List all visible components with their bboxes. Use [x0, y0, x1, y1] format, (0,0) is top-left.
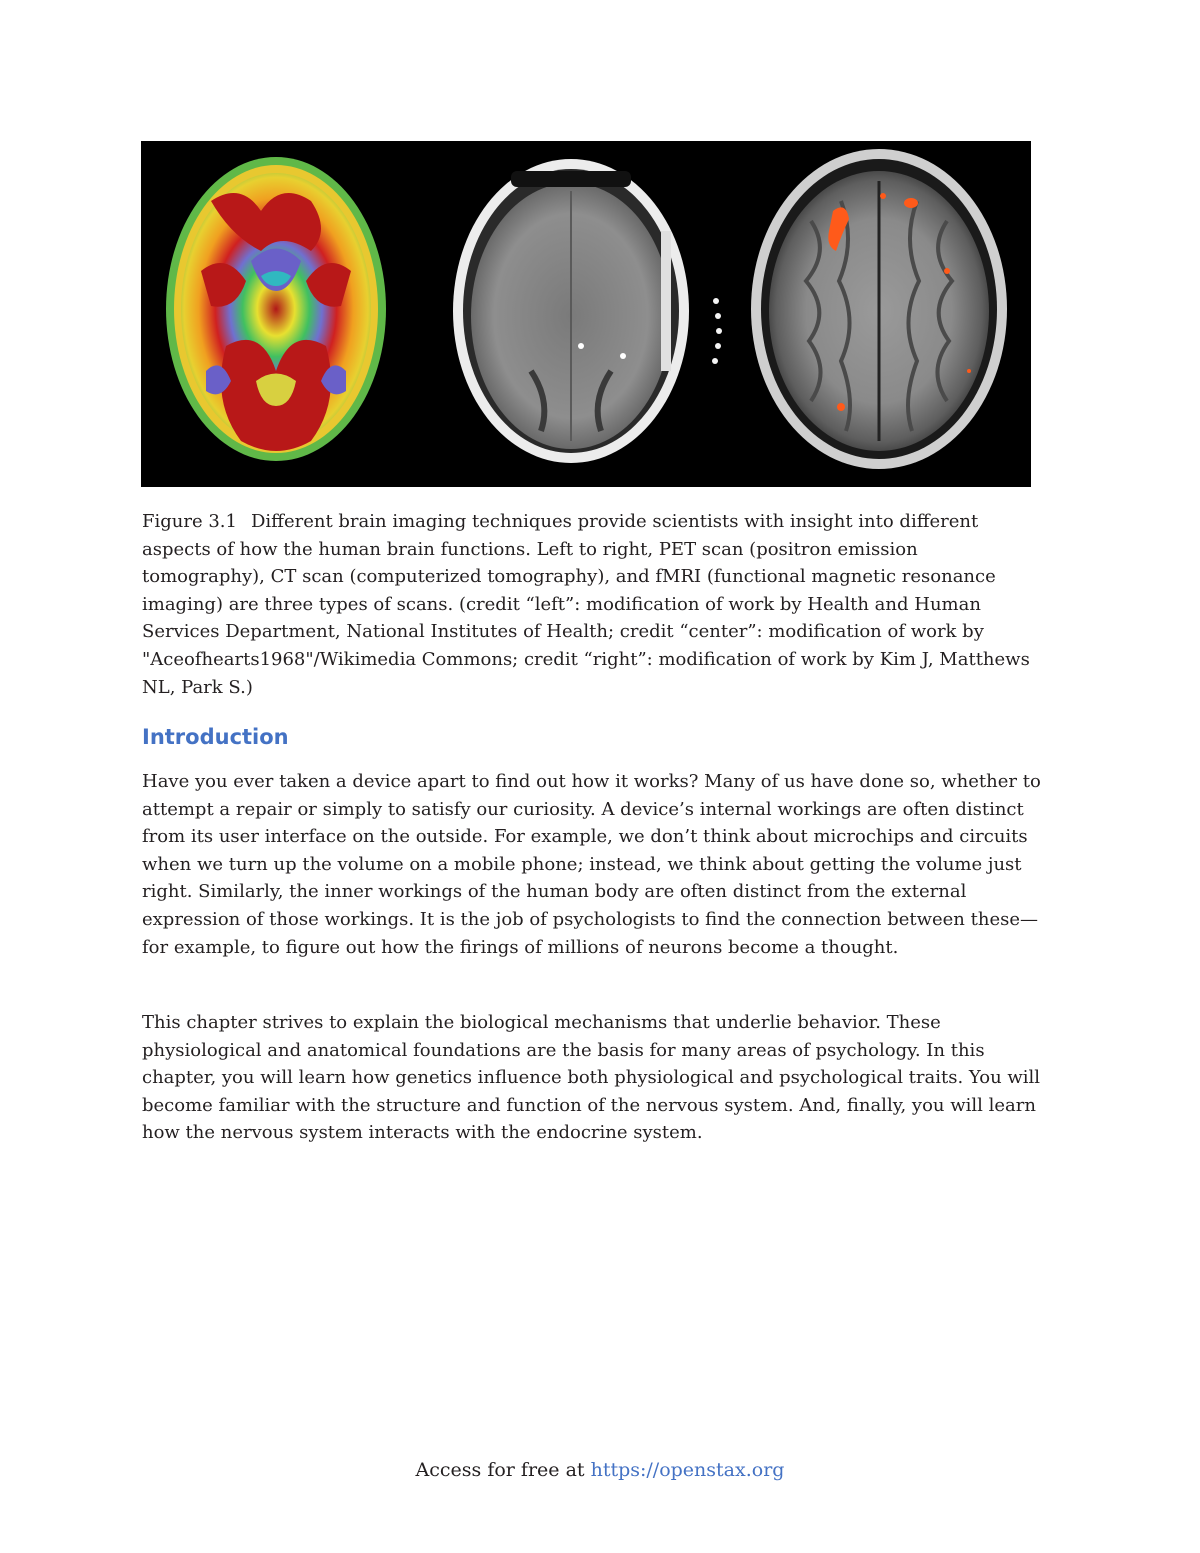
footer-prefix: Access for free at	[415, 1459, 591, 1481]
section-heading: Introduction	[142, 725, 289, 749]
fmri-scan-image	[751, 149, 1007, 469]
ct-scan-image	[453, 159, 722, 463]
figure-caption-text: Different brain imaging techniques provide scientists with insight into different aspects of how the human brain functions. Left to right, PET scan (positron emission tomography), CT scan (computerized tomography), and fMRI (functional magnetic resonance imaging) are three types of scans. (credit “left”: modification of work by Health and Human Services Department, National Institutes of Health; credit “center”: modification of work by "Aceofhearts1968"/Wikimedia Commons; credit “right”: modification of work by Kim J, Matthews NL, Park S.)	[142, 511, 1030, 698]
brain-scans-figure	[141, 141, 1031, 487]
intro-paragraph-1: Have you ever taken a device apart to find out how it works? Many of us have done so, whether to attempt a repair or simply to satisfy our curiosity. A device’s internal workings are often distinct from its user interface on the outside. For example, we don’t think about microchips and circuits when we turn up the volume on a mobile phone; instead, we think about getting the volume just right. Similarly, the inner workings of the human body are often distinct from the external expression of those workings. It is the job of psychologists to find the connection between these—for example, to figure out how the firings of millions of neurons become a thought.	[142, 771, 1041, 958]
figure-label: Figure 3.1	[142, 511, 237, 532]
openstax-link[interactable]: https://openstax.org	[590, 1459, 785, 1481]
figure-caption	[142, 508, 1042, 701]
intro-paragraph-2: This chapter strives to explain the biological mechanisms that underlie behavior. These physiological and anatomical foundations are the basis for many areas of psychology. In this chapter, you will learn how genetics influence both physiological and psychological traits. You will become familiar with the structure and function of the nervous system. And, finally, you will learn how the nervous system interacts with the endocrine system.	[142, 1012, 1041, 1144]
footer	[0, 1456, 1200, 1484]
pet-scan-image	[166, 157, 386, 461]
